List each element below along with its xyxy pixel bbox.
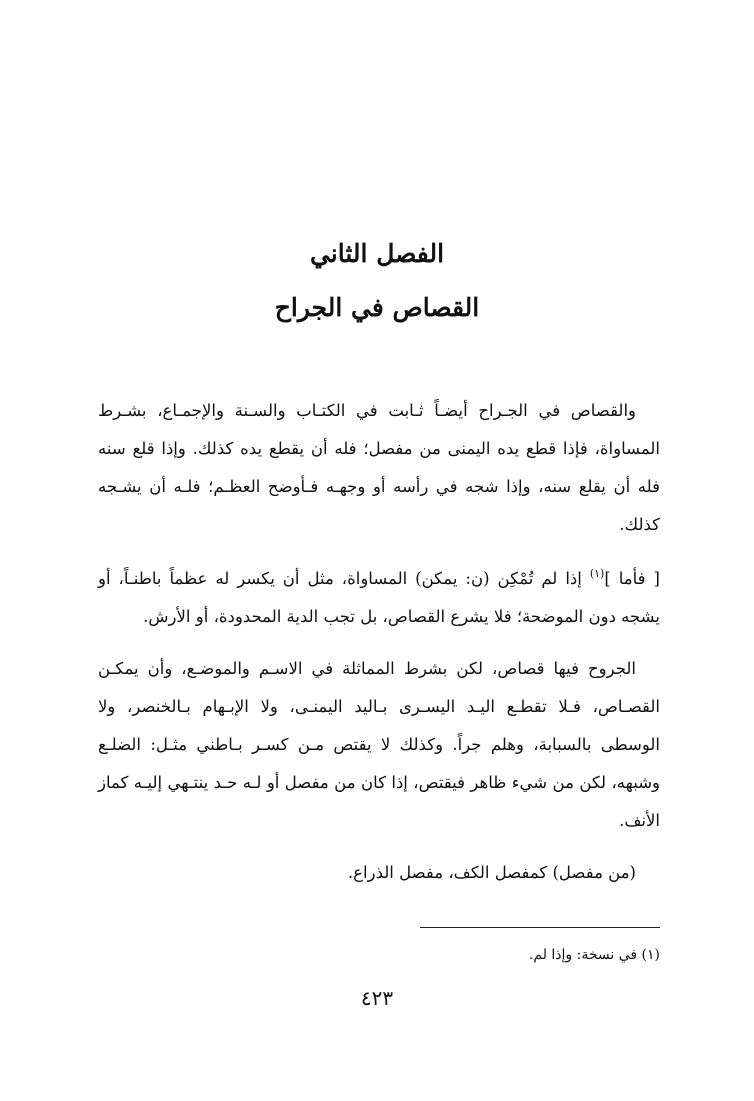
chapter-title: القصاص في الجراح bbox=[274, 293, 480, 322]
page-number: ٤٢٣ bbox=[360, 986, 394, 1010]
paragraph-4: (من مفصل) كمفصل الكف، مفصل الذراع. bbox=[347, 863, 636, 882]
chapter-label: الفصل الثاني bbox=[309, 239, 445, 268]
paragraph-3: الجروح فيها قصاص، لكن بشرط المماثلة في الاسـم والموضـع، وأن يمكـن القصـاص، فـلا تقطـع اليـد اليسـرى بـاليد اليمنـى، ولا الإبـهام بـالخنصر، ولا الوسطى بالسبابة، وهلم جراً. وكذلك لا يقتص مـن كسـر بـاطني مثـل: الضلـع وشبهه، لكن من شيء ظاهر فيقتص، إذا كان من مفصل أو لـه حـد ينتـهي إليـه كماز الأنف. bbox=[98, 659, 660, 830]
footnote-divider bbox=[420, 927, 660, 928]
paragraph-2 bbox=[98, 555, 660, 636]
paragraph-2-text: إذا لم تُمْكِن (ن: يمكن) المساواة، مثل أن يكسر له عظماً باطنـاً، أو يشجه دون الموضحة؛ فلا يشرع القصاص، بل تجب الدية المحدودة، أو الأرش. bbox=[98, 569, 660, 626]
bracketed-insertion: [ فأما ] bbox=[604, 569, 660, 588]
footnote: (١) في نسخة: وإذا لم. bbox=[528, 947, 660, 963]
paragraph-1: والقصاص في الجـراح أيضـاً ثـابت في الكتـاب والسـنة والإجمـاع، بشـرط المساواة، فإذا قطع يده اليمنى من مفصل؛ فله أن يقطع يده كذلك. وإذا قلع سنه فله أن يقلع سنه، وإذا شجه في رأسه أو وجهـه فـأوضح العظـم؛ فلـه أن يشـجه كذلك. bbox=[98, 401, 660, 534]
body-text bbox=[98, 392, 660, 892]
footnote-reference: (١) bbox=[589, 567, 605, 580]
